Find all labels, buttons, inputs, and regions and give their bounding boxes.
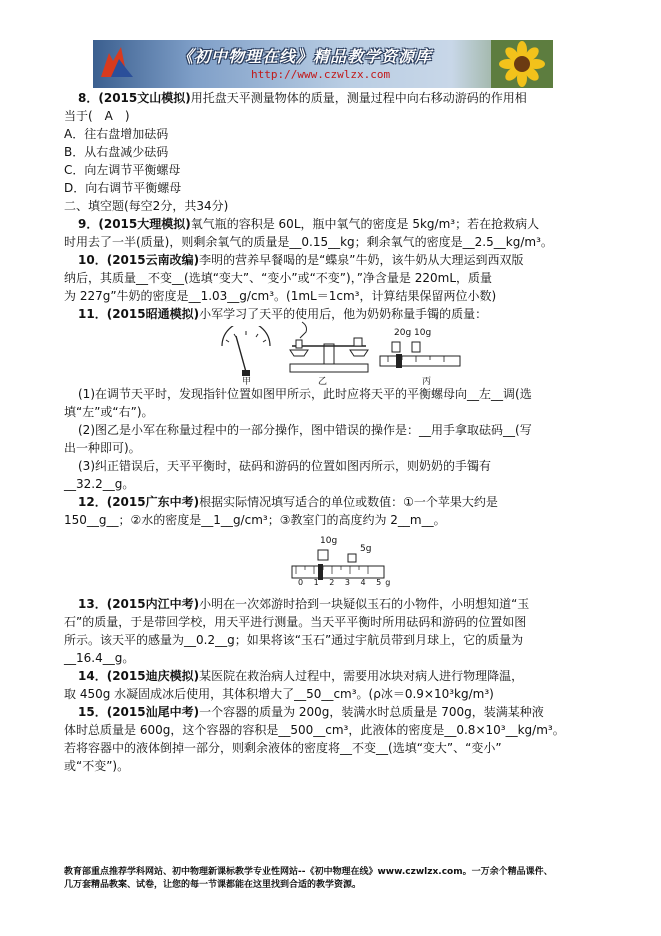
q11-part1-line1: [78, 386, 532, 402]
q10-number: 10．: [78, 253, 107, 267]
q12-line2: [64, 512, 446, 528]
q8-option-a: A．往右盘增加砝码: [64, 127, 169, 141]
q11-part1-text: (1)在调节天平时，发现指针位置如图甲所示，此时应将天平的平衡螺母向: [78, 387, 468, 401]
q15-source: (2015汕尾中考): [106, 705, 200, 719]
q12-line1: [78, 494, 498, 510]
q12-number: 12．: [78, 495, 107, 509]
q9-text-b: kg；剩余氧气的密度是: [340, 235, 463, 249]
q14-source: (2015迪庆模拟): [106, 669, 200, 683]
q11-figure-b-balance: [284, 320, 374, 376]
q10-line3: [64, 288, 496, 304]
q10-line1: [78, 252, 524, 268]
site-logo-icon: [97, 43, 137, 83]
q14-line2: [64, 686, 494, 702]
q12-text-d: 。: [433, 513, 446, 527]
q15-stem: 一个容器的质量为 200g，装满水时总质量是 700g，装满某种液: [199, 705, 544, 719]
q14-stem: 某医院在救治病人过程中，需要用冰块对病人进行物理降温，: [199, 669, 524, 683]
q9-text-c: kg/m³。: [505, 235, 553, 249]
q15-answer-3: __不变__: [340, 741, 389, 755]
q11-part1-tail: 调(选: [503, 387, 532, 401]
q13-answer-2: __16.4__: [64, 651, 115, 665]
q13-line2: 石”的质量，于是带回学校，用天平进行测量。当天平平衡时所用砝码和游码的位置如图: [64, 615, 527, 629]
footer-line1: 教育部重点推荐学科网站、初中物理新课标教学专业性网站--《初中物理在线》www.czwlzx.com。一万余个精品课件、: [64, 867, 553, 877]
q11-part3-tail: g。: [114, 477, 135, 491]
q11-figure-b-label: 乙: [318, 377, 328, 387]
q13-line4: [64, 650, 134, 666]
q14-text-b: cm³。(ρ冰＝0.9×10³kg/m³): [333, 687, 494, 701]
q14-text-a: 取 450g 水凝固成冰后使用，其体积增大了: [64, 687, 295, 701]
q11-line1: [78, 306, 487, 322]
q9-answer-2: __2.5__: [462, 235, 506, 249]
q13-stem: 小明在一次郊游时拾到一块疑似玉石的小物件，小明想知道“玉: [199, 597, 530, 611]
q14-answer-1: __50__: [294, 687, 334, 701]
q13-text-a: 所示。该天平的感量为: [64, 633, 185, 647]
q10-text-a: 纳后，其质量: [64, 271, 137, 285]
q15-answer-1: __500__: [278, 723, 326, 737]
q12-text-b: ；②水的密度是: [118, 513, 202, 527]
banner-title: 《初中物理在线》精品教学资源库: [177, 47, 433, 66]
q10-answer-1: __不变__: [136, 271, 185, 285]
q15-line1: [78, 704, 544, 720]
q9-answer-1: __0.15__: [289, 235, 341, 249]
q11-number: 11．: [78, 307, 107, 321]
q15-text-c: kg/m³。: [517, 723, 565, 737]
q13-text-c: g。: [114, 651, 135, 665]
q11-part2-line1: [78, 422, 532, 438]
header-banner: [93, 40, 553, 88]
q13-figure-scale-ticks: 0 1 2 3 4 5g: [298, 578, 395, 587]
q10-stem: 李明的营养早餐喝的是“蝶泉”牛奶，该牛奶从大理运到西双版: [199, 253, 524, 267]
q11-answer-2: __用手拿取砝码__: [419, 423, 516, 437]
q15-text-a: 体时总质量是 600g，这个容器的容积是: [64, 723, 279, 737]
q12-answer-1: __g__: [86, 513, 119, 527]
q11-figure-a-label: 甲: [242, 377, 252, 387]
q9-source: (2015大理模拟): [98, 217, 191, 231]
q13-figure-weight-5g: 5g: [360, 544, 372, 554]
q12-text-a: 150: [64, 513, 87, 527]
q9-line2: [64, 234, 553, 250]
q10-source: (2015云南改编): [106, 253, 200, 267]
q14-line1: [78, 668, 523, 684]
q11-source: (2015昭通模拟): [106, 307, 200, 321]
q10-answer-2: __1.03__: [188, 289, 240, 303]
q12-source: (2015广东中考): [106, 495, 200, 509]
q11-figure-a-pointer-scale: [218, 326, 274, 378]
q10-line2: [64, 270, 492, 286]
q13-answer-1: __0.2__: [184, 633, 228, 647]
q12-stem: 根据实际情况填写适合的单位或数值：①一个苹果大约是: [199, 495, 498, 509]
q15-line2: [64, 722, 565, 738]
q15-number: 15．: [78, 705, 107, 719]
q15-line4: 或“不变”)。: [64, 759, 130, 773]
q8-line1: [78, 90, 527, 106]
q13-text-b: g；如果将该“玉石”通过宇航员带到月球上，它的质量为: [227, 633, 524, 647]
q11-figure-c-weights-label: 20g 10g: [394, 328, 432, 338]
q10-text-c: 为 227g”牛奶的密度是: [64, 289, 189, 303]
q13-number: 13．: [78, 597, 107, 611]
q8-option-b: B．从右盘减少砝码: [64, 145, 169, 159]
q11-figure-c-weights-rider: [378, 338, 462, 374]
q15-text-b: cm³，此液体的密度是: [325, 723, 445, 737]
footer-line2: 几万套精品教案、试卷，让您的每一节课都能在这里找到合适的教学资源。: [64, 880, 362, 890]
q12-text-c: g/cm³；③教室门的高度约为 2: [232, 513, 398, 527]
sunflower-icon: [491, 40, 553, 88]
q11-part2-tail: (写: [515, 423, 532, 437]
q11-answer-3: __32.2__: [64, 477, 115, 491]
banner-url[interactable]: http://www.czwlzx.com: [251, 68, 391, 81]
q11-figure-c-label: 丙: [422, 377, 432, 387]
q11-part2-text: (2)图乙是小军在称量过程中的一部分操作，图中错误的操作是：: [78, 423, 420, 437]
q10-text-b: (选填“变大”、“变小”或“不变”)，”净含量是 220mL，质量: [184, 271, 493, 285]
q10-text-d: g/cm³。(1mL＝1cm³，计算结果保留两位小数): [239, 289, 497, 303]
q13-line1: [78, 596, 529, 612]
q8-option-d: D．向右调节平衡螺母: [64, 181, 182, 195]
q13-source: (2015内江中考): [106, 597, 200, 611]
q9-line1: [78, 216, 539, 232]
q9-number: 9．: [78, 217, 99, 231]
q9-text-a: 时用去了一半(质量)，则剩余氧气的质量是: [64, 235, 290, 249]
q15-line3: [64, 740, 502, 756]
q15-text-d: 若将容器中的液体倒掉一部分，则剩余液体的密度将: [64, 741, 341, 755]
q8-line2: 当于( A ): [64, 109, 130, 123]
q8-option-c: C．向左调节平衡螺母: [64, 163, 181, 177]
q13-figure-weight-10g: 10g: [320, 536, 338, 546]
q11-part1-line2: 填“左”或“右”)。: [64, 405, 154, 419]
q8-stem: 用托盘天平测量物体的质量，测量过程中向右移动游码的作用相: [190, 91, 527, 105]
q11-part3-line2: [64, 476, 134, 492]
q11-part3-line1: (3)纠正错误后，天平平衡时，砝码和游码的位置如图丙所示，则奶奶的手镯有: [78, 459, 492, 473]
q15-text-e: (选填“变大”、“变小”: [388, 741, 502, 755]
q8-number: 8．: [78, 91, 99, 105]
q12-answer-2: __1__: [201, 513, 233, 527]
q15-answer-2: __0.8×10³__: [444, 723, 518, 737]
q8-source: (2015文山模拟): [98, 91, 191, 105]
q11-answer-1: __左__: [467, 387, 504, 401]
q14-number: 14．: [78, 669, 107, 683]
q13-line3: [64, 632, 523, 648]
section-fill-in-title: 二、填空题(每空2分，共34分): [64, 199, 229, 213]
q12-answer-3: __m__: [397, 513, 434, 527]
q11-part2-line2: 出一种即可)。: [64, 441, 141, 455]
q9-stem: 氧气瓶的容积是 60L，瓶中氧气的密度是 5kg/m³；若在抢救病人: [190, 217, 540, 231]
q11-stem: 小军学习了天平的使用后，他为奶奶称量手镯的质量：: [199, 307, 488, 321]
